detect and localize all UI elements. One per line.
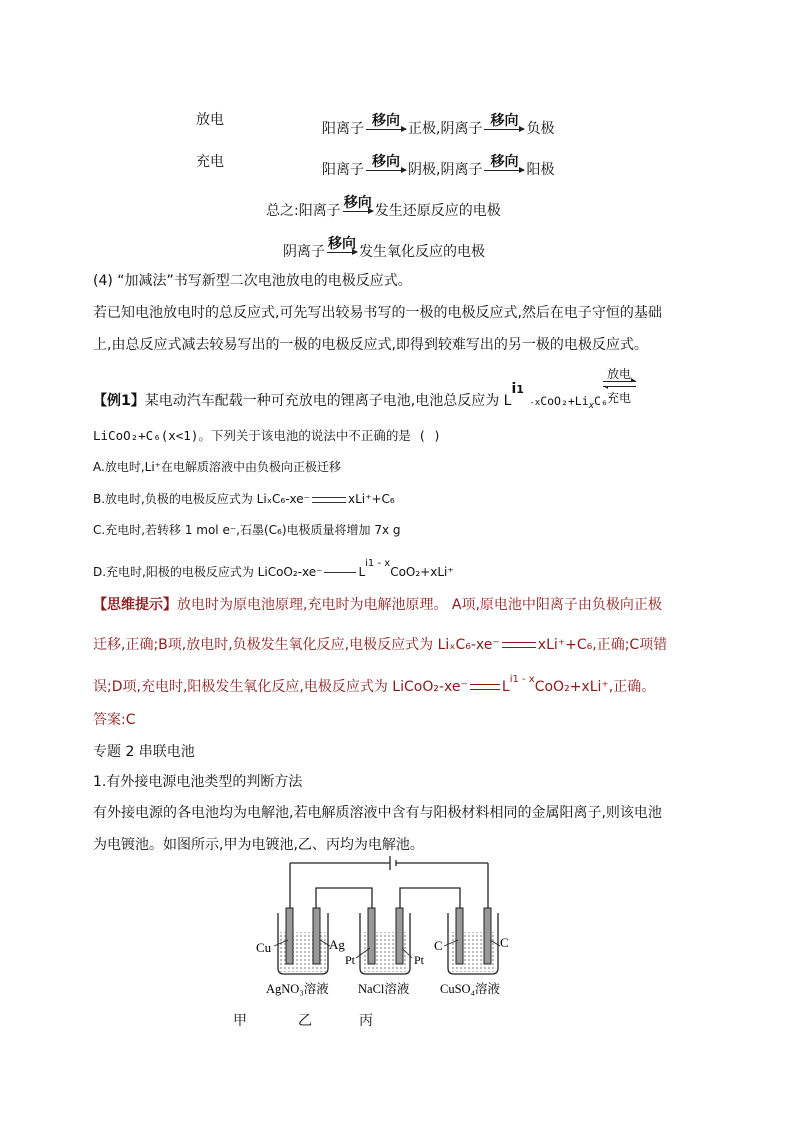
- charge-label: 充电: [196, 154, 224, 170]
- summary-line-1: 总之:阳离子 移向 发生还原反应的电极: [266, 194, 501, 219]
- option-a: A.放电时,Li⁺在电解质溶液中由负极向正极迁移: [93, 460, 341, 474]
- example-intro: 【例1】某电动汽车配载一种可充放电的锂离子电池,电池总反应为 Li$^1$ $-xCoO_2+Li_xC_6$: [93, 381, 608, 411]
- arrow: 移向: [343, 194, 372, 211]
- positive-electrode-text: 正极: [408, 121, 436, 137]
- cell-name-yi: 乙: [298, 1013, 312, 1029]
- example-line2: LiCoO₂+C₆(x<1)。下列关于该电池的说法中不正确的是 ( ): [93, 428, 441, 443]
- electrolysis-figure: [240, 850, 530, 1000]
- arrow: 移向: [366, 170, 406, 171]
- connecting-wires: [316, 888, 460, 910]
- cell-name-bing: 丙: [359, 1013, 373, 1029]
- topic2-para-line2: 为电镀池。如图所示,甲为电镀池,乙、丙均为电解池。: [93, 837, 424, 853]
- option-c: C.充电时,若转移 1 mol e⁻,石墨(C₆)电极质量将增加 7x g: [93, 523, 401, 537]
- option-d: D.充电时,阳极的电极反应式为 LiCoO₂-xe⁻ $L^{i1 - x}CoO_2+xLi^+$: [93, 558, 454, 579]
- equals-sign: [502, 642, 536, 648]
- power-source: [290, 856, 488, 910]
- discharge-rule-line: 阳离子 移向 正极,阴离子 移向 负极: [322, 112, 555, 137]
- equals-sign: [324, 572, 356, 573]
- equals-sign: [470, 684, 500, 690]
- hint-line3: 误;D项,充电时,阳极发生氧化反应,电极反应式为 LiCoO₂-xe⁻ $L^{i1 - x}CoO_2+xLi^+$,正确。: [93, 674, 656, 695]
- hint-line2: 迁移,正确;B项,放电时,负极发生氧化反应,电极反应式为 LiₓC₆-xe⁻ xLi⁺+C₆,正确;C项错: [93, 637, 668, 653]
- reversible-arrow: [603, 381, 636, 387]
- electrode-label: Ag: [329, 937, 345, 952]
- section4-para-line2: 上,由总反应式减去较易写出的一极的电极反应式,即得到较难写出的另一极的电极反应式。: [93, 337, 648, 353]
- anion-text: 阴离子: [440, 121, 483, 137]
- answer-text: 答案:C: [93, 712, 136, 728]
- cation-text: 阳离子: [322, 121, 364, 137]
- electrode-label: C: [500, 935, 509, 950]
- electrode-label: Pt: [345, 953, 356, 967]
- topic2-title: 专题 2 串联电池: [93, 744, 195, 760]
- arrow: 移向: [328, 235, 356, 252]
- anode-text: 阴极: [408, 162, 436, 178]
- cell-name-jia: 甲: [233, 1013, 247, 1029]
- over-arrow-label: 放电: [606, 367, 631, 381]
- beaker-yi: [360, 908, 410, 974]
- solution-label: NaCl溶液: [358, 982, 410, 996]
- electrode-label: Pt: [414, 953, 425, 967]
- hint-line1: 【思维提示】放电时为原电池原理,充电时为电解池原理。 A项,原电池中阳离子由负极向正极: [93, 597, 662, 613]
- negative-electrode-text: 负极: [526, 121, 555, 137]
- topic2-para-line1: 有外接电源的各电池均为电解池,若电解质溶液中含有与阳极材料相同的金属阳离子,则该电池: [93, 805, 662, 821]
- section4-heading: (4) “加减法”书写新型二次电池放电的电极反应式。: [93, 273, 412, 289]
- solution-label: CuSO₄溶液: [440, 982, 500, 996]
- arrow: 移向: [366, 129, 406, 130]
- example-label: 【例1】: [93, 393, 145, 409]
- equals-sign: [312, 497, 346, 503]
- under-arrow-label: 充电: [606, 391, 631, 405]
- topic2-sub1: 1.有外接电源电池类型的判断方法: [93, 774, 303, 790]
- electrode-label: C: [434, 938, 443, 953]
- charge-rule-line: 阳离子 移向 阴极,阴离子 移向 阳极: [322, 153, 555, 178]
- section4-para-line1: 若已知电池放电时的总反应式,可先写出较易书写的一极的电极反应式,然后在电子守恒的基础: [93, 305, 662, 321]
- electrode-label: Cu: [256, 940, 272, 955]
- discharge-label: 放电: [196, 112, 224, 128]
- arrow: 移向: [484, 129, 524, 130]
- arrow: 移向: [484, 170, 524, 171]
- summary-line-2: 阴离子 移向 发生氧化反应的电极: [283, 235, 485, 260]
- option-b: B.放电时,负极的电极反应式为 LiₓC₆-xe⁻ xLi⁺+C₆: [93, 492, 395, 506]
- hint-label: 【思维提示】: [93, 597, 177, 613]
- solution-label: AgNO₃溶液: [266, 982, 329, 996]
- cathode-text: 阳极: [526, 162, 555, 178]
